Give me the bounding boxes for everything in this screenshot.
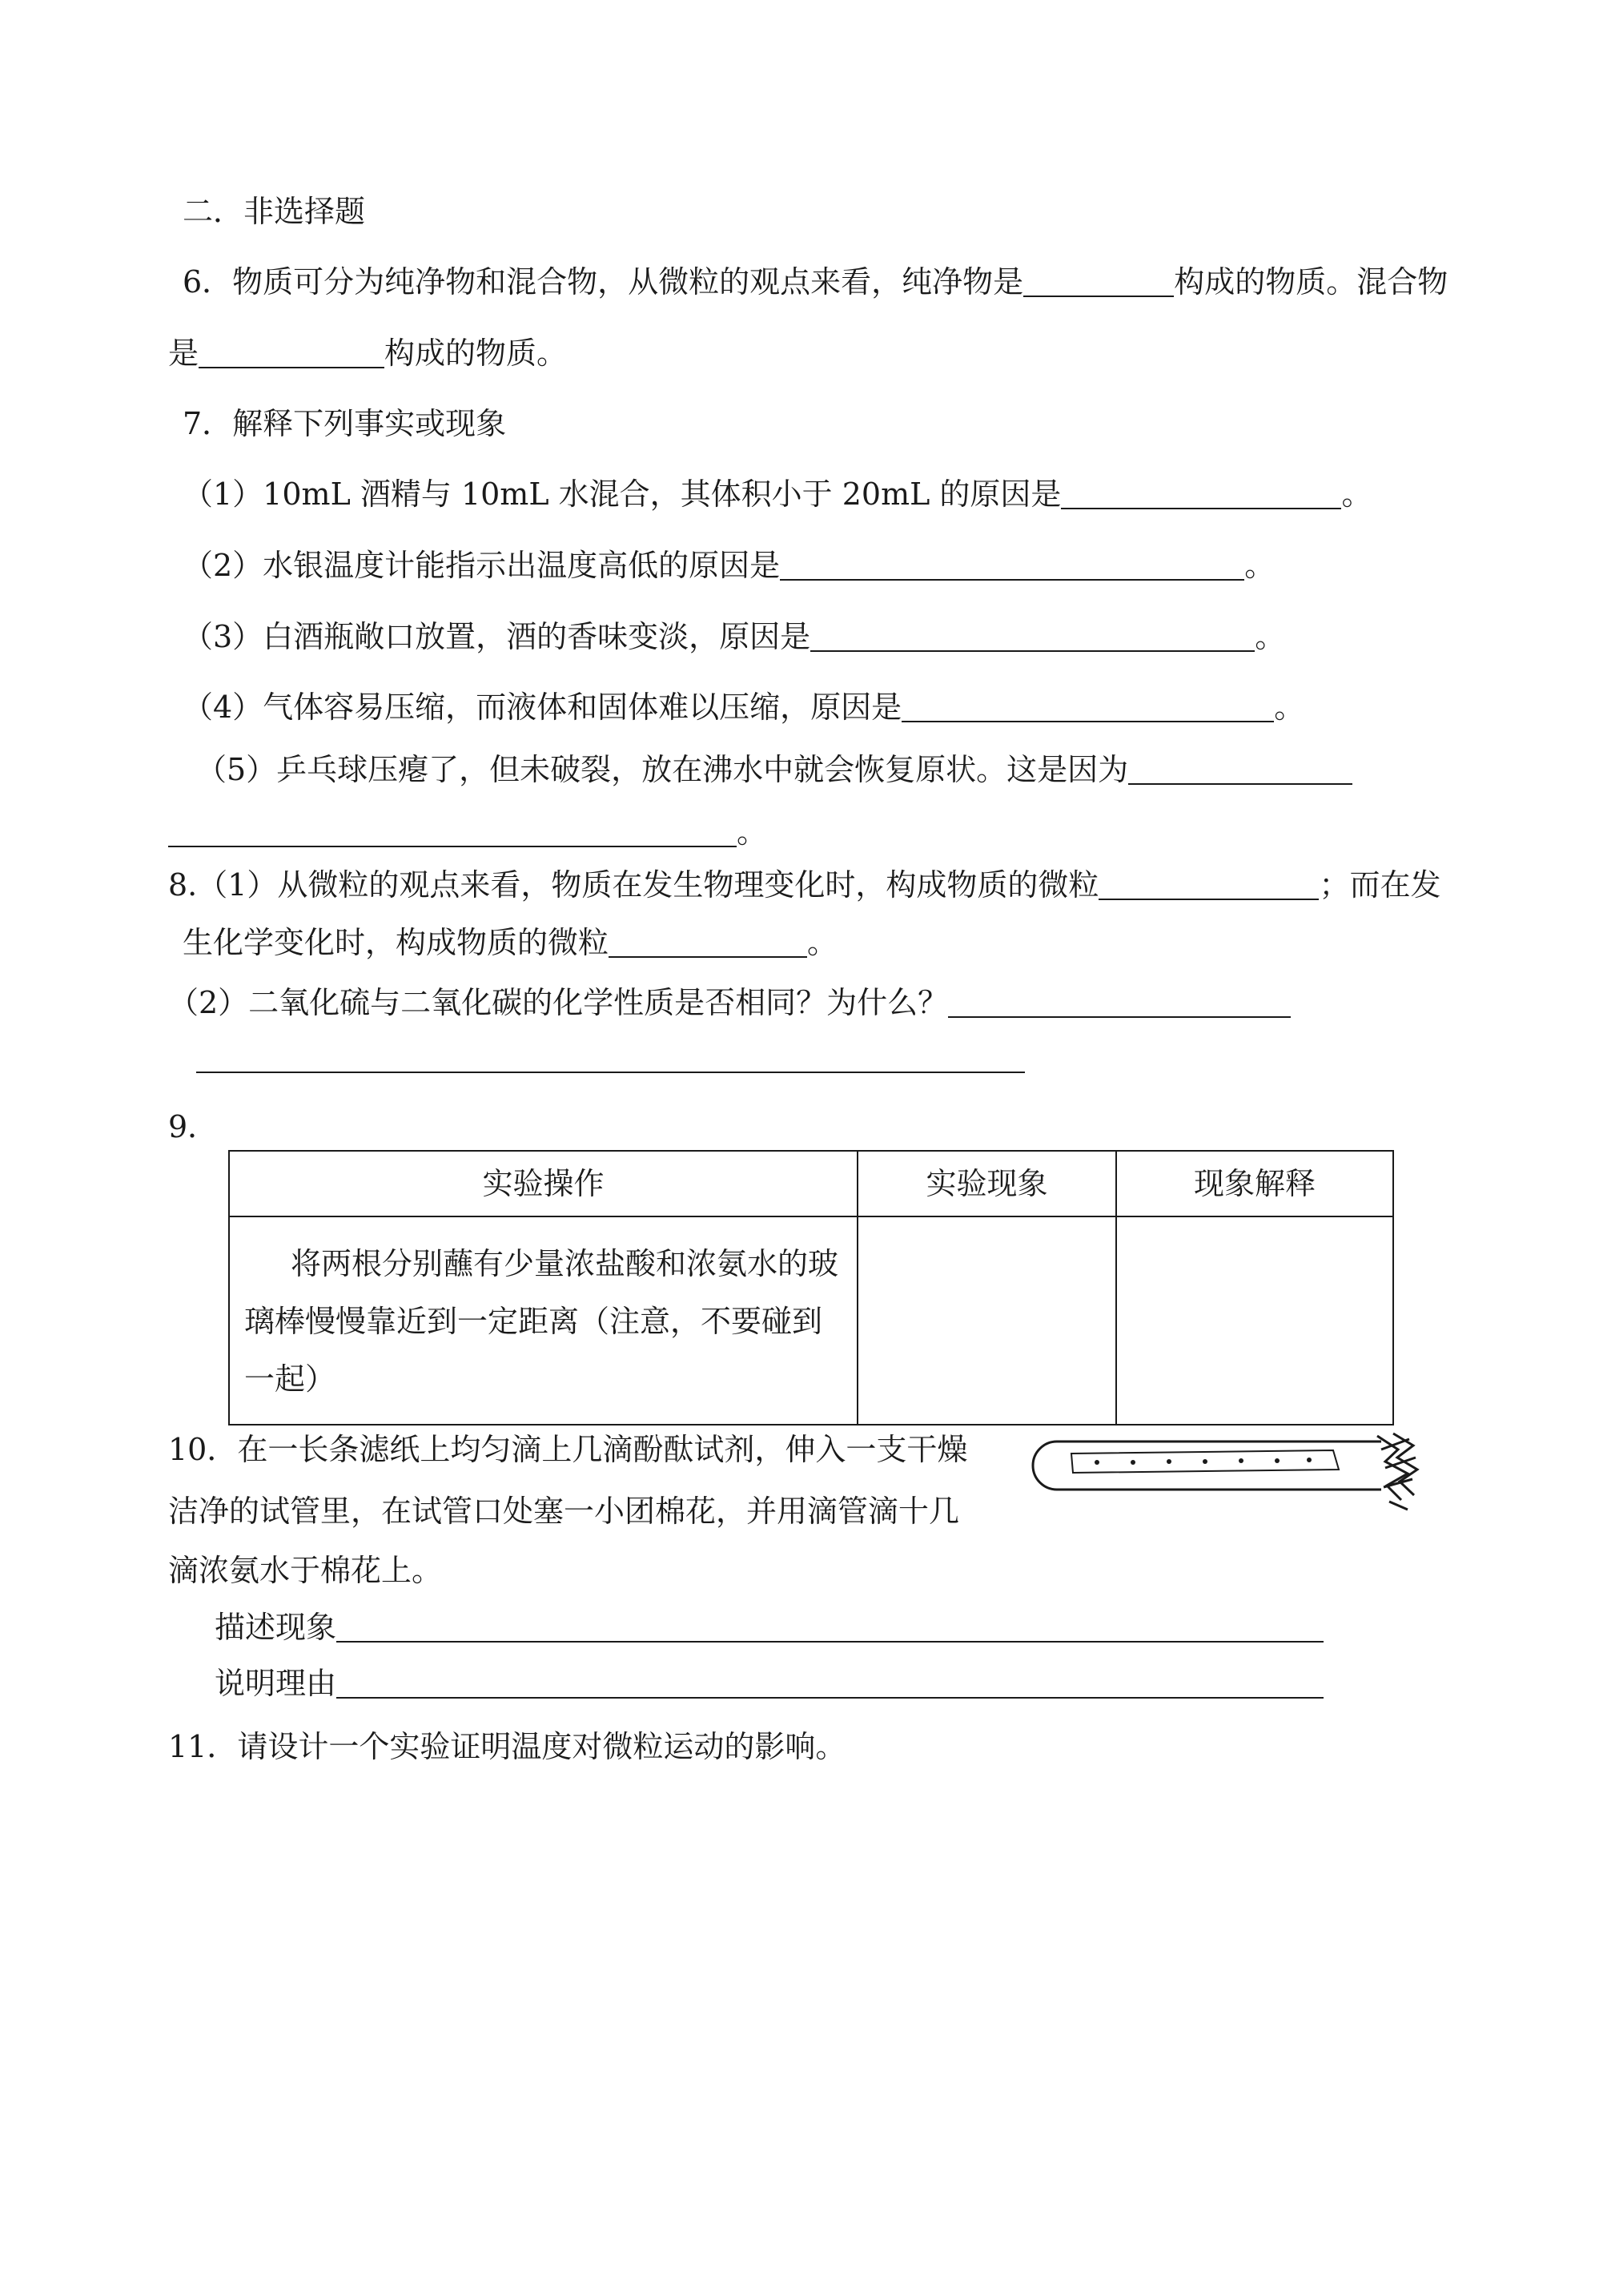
q7-item-2-end: 。: [1244, 548, 1276, 583]
q7-item-2-blank[interactable]: [780, 550, 1244, 581]
q7-item-5-blank-a[interactable]: [1128, 754, 1352, 785]
q8-line4: [196, 1043, 1025, 1073]
q6-text-d: 构成的物质。: [384, 336, 568, 371]
q8-blank-reason-a[interactable]: [948, 987, 1291, 1018]
q10-reason-label: 说明理由: [215, 1666, 337, 1701]
test-tube-icon: [1033, 1442, 1381, 1490]
q8-text-e: （2）二氧化硫与二氧化碳的化学性质是否相同？为什么？: [168, 985, 949, 1020]
q7-item-3: [183, 621, 1285, 652]
cotton-plug-icon: [1377, 1433, 1417, 1510]
q9-number: 9．: [168, 1109, 219, 1144]
q6-blank-pure[interactable]: [1023, 267, 1174, 297]
q10-describe-label: 描述现象: [215, 1610, 337, 1645]
q6-text-c: 是: [168, 336, 199, 371]
q7-item-1-text: （1）10mL 酒精与 10mL 水混合，其体积小于 20mL 的原因是: [183, 476, 1062, 512]
q7-item-4-end: 。: [1274, 690, 1305, 725]
q6-line1: [183, 264, 1448, 300]
section-title: 二．非选择题: [183, 194, 366, 229]
q7-item-2-text: （2）水银温度计能指示出温度高低的原因是: [183, 548, 781, 583]
q6-line2: [168, 336, 568, 371]
q10-line1: 10．在一长条滤纸上均匀滴上几滴酚酞试剂，伸入一支干燥: [168, 1432, 968, 1467]
q9-operation-text: 将两根分别蘸有少量浓盐酸和浓氨水的玻璃棒慢慢靠近到一定距离（注意，不要碰到一起）: [244, 1246, 839, 1397]
q7-title: 7．解释下列事实或现象: [183, 406, 507, 441]
q9-header-operation: 实验操作: [229, 1151, 858, 1216]
q7-item-1-end: 。: [1341, 476, 1372, 512]
q7-item-3-end: 。: [1255, 619, 1286, 654]
q7-item-1: [183, 476, 1372, 512]
q7-item-4-blank[interactable]: [902, 692, 1274, 722]
q7-item-5-end: 。: [737, 814, 768, 850]
q6-blank-mixture[interactable]: [199, 338, 384, 368]
q7-item-4-text: （4）气体容易压缩，而液体和固体难以压缩，原因是: [183, 690, 902, 725]
phenolphthalein-drops: [1095, 1458, 1312, 1465]
test-tube-diagram: [1025, 1429, 1441, 1518]
q8-blank-chemical[interactable]: [609, 927, 807, 958]
q9-operation-cell: [229, 1216, 858, 1425]
q10-line2: 洁净的试管里，在试管口处塞一小团棉花，并用滴管滴十几: [168, 1494, 960, 1529]
q8-text-c: 生化学变化时，构成物质的微粒: [183, 925, 609, 960]
q10-reason-blank[interactable]: [336, 1668, 1324, 1699]
q9-phenomenon-cell[interactable]: [858, 1216, 1116, 1425]
q8-line2: [183, 927, 838, 958]
q10-describe: [215, 1612, 1324, 1643]
q10-reason: [215, 1668, 1324, 1699]
q7-item-2: [183, 550, 1275, 581]
q10-line3: 滴浓氨水于棉花上。: [168, 1553, 443, 1588]
q9-header-phenomenon: 实验现象: [858, 1151, 1116, 1216]
q9-table: [228, 1150, 1394, 1425]
q8-blank-physical[interactable]: [1099, 870, 1319, 900]
q8-line3: [168, 987, 1291, 1018]
q6-text-a: 6．物质可分为纯净物和混合物，从微粒的观点来看，纯净物是: [183, 264, 1024, 300]
q10-describe-blank[interactable]: [336, 1612, 1324, 1643]
q9-header-row: [229, 1151, 1393, 1216]
q7-item-1-blank[interactable]: [1061, 479, 1341, 509]
q7-item-5-cont: [168, 814, 768, 850]
q8-line1: [168, 867, 1441, 903]
q8-text-d: 。: [807, 925, 838, 960]
q11-text: 11．请设计一个实验证明温度对微粒运动的影响。: [168, 1729, 846, 1764]
q6-text-b: 构成的物质。混合物: [1174, 264, 1448, 300]
q9-body-row: [229, 1216, 1393, 1425]
q7-item-5: [196, 754, 1352, 785]
q7-item-3-blank[interactable]: [810, 621, 1255, 652]
q8-text-a: 8.（1）从微粒的观点来看，物质在发生物理变化时，构成物质的微粒: [168, 867, 1099, 903]
q8-blank-reason-b[interactable]: [196, 1043, 1025, 1073]
q7-item-5-text: （5）乒乓球压瘪了，但未破裂，放在沸水中就会恢复原状。这是因为: [196, 752, 1129, 787]
q9-explanation-cell[interactable]: [1116, 1216, 1393, 1425]
q9-header-explanation: 现象解释: [1116, 1151, 1393, 1216]
q7-item-3-text: （3）白酒瓶敞口放置，酒的香味变淡，原因是: [183, 619, 811, 654]
q7-item-5-blank-b[interactable]: [168, 817, 737, 847]
q7-item-4: [183, 690, 1305, 725]
q8-text-b: ；而在发: [1319, 867, 1441, 903]
